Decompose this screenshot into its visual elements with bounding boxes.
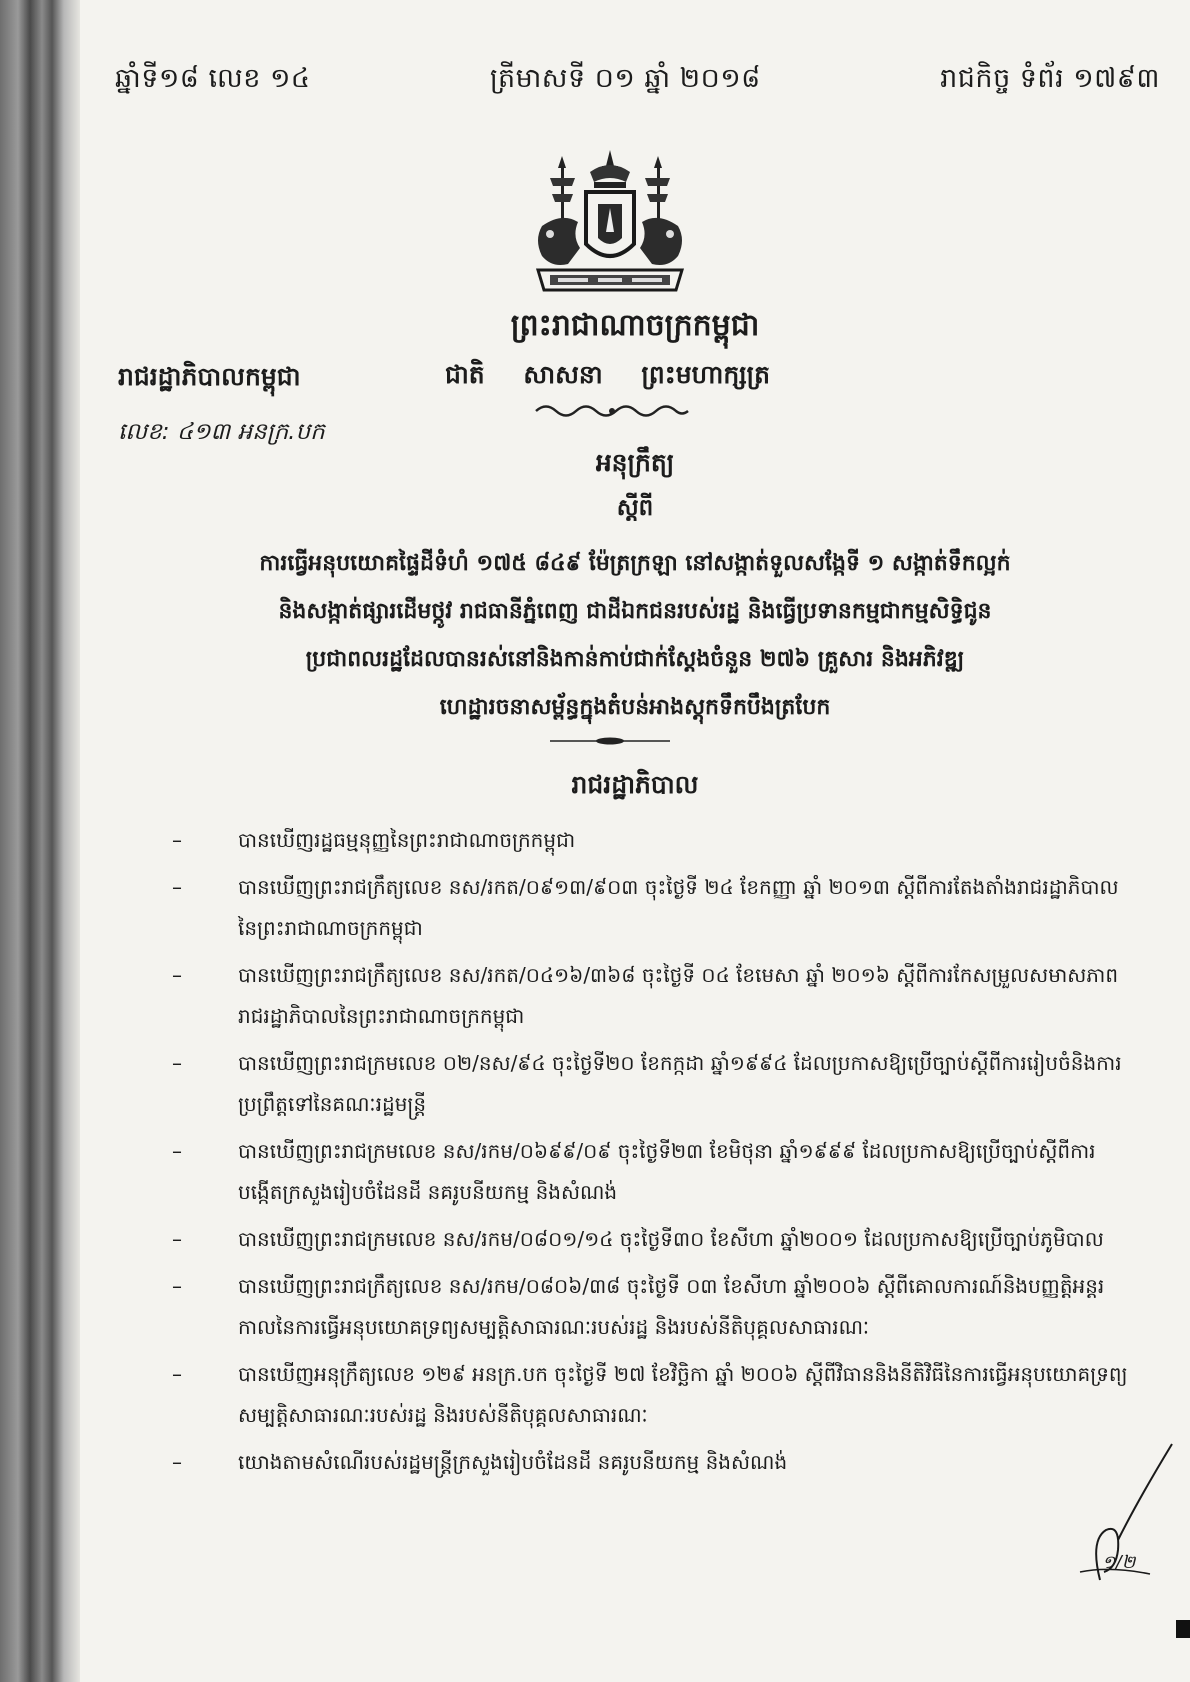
reference-item: – បានឃើញព្រះរាជក្រមលេខ នស/រកម/០៦៩៩/០៩ ចុះថ្ងៃទី២៣ ខែមិថុនា ឆ្នាំ១៩៩៩ ដែលប្រកាសឱ្យប្រើច្បាប់ស្តីពីការបង្កើតក្រសួងរៀបចំដែនដី នគរូបនីយកម្ម និងសំណង់ [172,1139,1096,1204]
quarter-date: ត្រីមាសទី ០១ ឆ្នាំ ២០១៨ [489,63,761,94]
kingdom-title: ព្រះរាជាណាចក្រកម្ពុជា [510,308,760,343]
issuer-title: រាជរដ្ឋាភិបាល [571,770,699,799]
motto-ornament [532,402,692,420]
document-number: លេខ: ៤១៣ អនក្រ.បក [118,419,325,445]
reference-item: – បានឃើញរដ្ឋធម្មនុញ្ញនៃព្រះរាជាណាចក្រកម្ពុជា [172,828,576,852]
gazette-page [80,0,1190,1682]
subject-line: ហេដ្ឋារចនាសម្ព័ន្ធក្នុងតំបន់អាងស្តុកទឹកបឹងត្របែក [439,695,831,720]
reference-item: – បានឃើញព្រះរាជក្រឹត្យលេខ នស/រកត/០៩១៣/៩០៣ ចុះថ្ងៃទី ២៤ ខែកញ្ញា ឆ្នាំ ២០១៣ ស្តីពីការតែងតាំងរាជរដ្ឋាភិបាលនៃព្រះរាជាណាចក្រកម្ពុជា [172,875,1119,940]
reference-item: – បានឃើញព្រះរាជក្រឹត្យលេខ នស/រកត/០៤១៦/៣៦៨ ចុះថ្ងៃទី ០៤ ខែមេសា ឆ្នាំ ២០១៦ ស្តីពីការកែសម្រួលសមាសភាពរាជរដ្ឋាភិបាលនៃព្រះរាជាណាចក្រកម្ពុជា [172,963,1119,1028]
royal-coat-of-arms-icon [528,148,692,298]
subject-line: និងសង្កាត់ផ្សារដើមថ្កូវ រាជធានីភ្នំពេញ ជាដីឯកជនរបស់រដ្ឋ និងធ្វើប្រទានកម្មជាកម្មសិទ្ធិជូន [278,599,992,624]
reference-item: – បានឃើញអនុក្រឹត្យលេខ ១២៩ អនក្រ.បក ចុះថ្ងៃទី ២៧ ខែវិច្ឆិកា ឆ្នាំ ២០០៦ ស្តីពីវិធាននិងនីតិវិធីនៃការធ្វើអនុបយោគទ្រព្យសម្បត្តិសាធារណៈរបស់រដ្ឋ និងរបស់នីតិបុគ្គលសាធារណៈ [172,1362,1128,1427]
gazette-header [115,62,1160,101]
legal-references-list [172,820,1132,1489]
page-fraction: ១/២ [1102,1552,1136,1573]
government-label: រាជរដ្ឋាភិបាលកម្ពុជា [118,362,301,391]
about-label: ស្តីពី [616,495,654,521]
reference-item: – បានឃើញព្រះរាជក្រមលេខ ០២/នស/៩៤ ចុះថ្ងៃទី២០ ខែកក្កដា ឆ្នាំ១៩៩៤ ដែលប្រកាសឱ្យប្រើច្បាប់ស្តីពីការរៀបចំនិងការប្រព្រឹត្តទៅនៃគណៈរដ្ឋមន្ត្រី [172,1051,1122,1116]
reference-item: – យោងតាមសំណើរបស់រដ្ឋមន្ត្រីក្រសួងរៀបចំដែនដី នគរូបនីយកម្ម និងសំណង់ [172,1450,788,1474]
national-motto: ជាតិ សាសនា ព្រះមហាក្សត្រ [445,360,770,389]
scan-binding-edge [0,0,80,1682]
document-type: អនុក្រឹត្យ [595,448,675,477]
reference-item: – បានឃើញព្រះរាជក្រមលេខ នស/រកម/០៨០១/១៤ ចុះថ្ងៃទី៣០ ខែសីហា ឆ្នាំ២០០១ ដែលប្រកាសឱ្យប្រើច្បាប់ភូមិបាល [172,1227,1104,1251]
year-issue: ឆ្នាំទី១៨ លេខ ១៤ [115,63,311,94]
section-divider [550,736,670,746]
subject-line: ការធ្វើអនុបយោគផ្ទៃដីទំហំ ១៧៥ ៨៤៩ ម៉ែត្រក្រឡា នៅសង្កាត់ទួលសង្កែទី ១ សង្កាត់ទឹកល្អក់ [259,551,1011,576]
scan-corner-mark [1176,1620,1190,1638]
reference-item: – បានឃើញព្រះរាជក្រឹត្យលេខ នស/រកម/០៨០៦/៣៨ ចុះថ្ងៃទី ០៣ ខែសីហា ឆ្នាំ២០០៦ ស្តីពីគោលការណ៍និងបញ្ញត្តិអន្តរកាលនៃការធ្វើអនុបយោគទ្រព្យសម្បត្តិសាធារណៈរបស់រដ្ឋ និងរបស់នីតិបុគ្គលសាធារណៈ [172,1274,1105,1339]
gazette-page-number: រាជកិច្ច ទំព័រ ១៧៩៣ [940,63,1160,94]
decree-subject [140,540,1130,732]
subject-line: ប្រជាពលរដ្ឋដែលបានរស់នៅនិងកាន់កាប់ជាក់ស្តែងចំនួន ២៧៦ គ្រួសារ និងអភិវឌ្ឍ [305,647,965,672]
